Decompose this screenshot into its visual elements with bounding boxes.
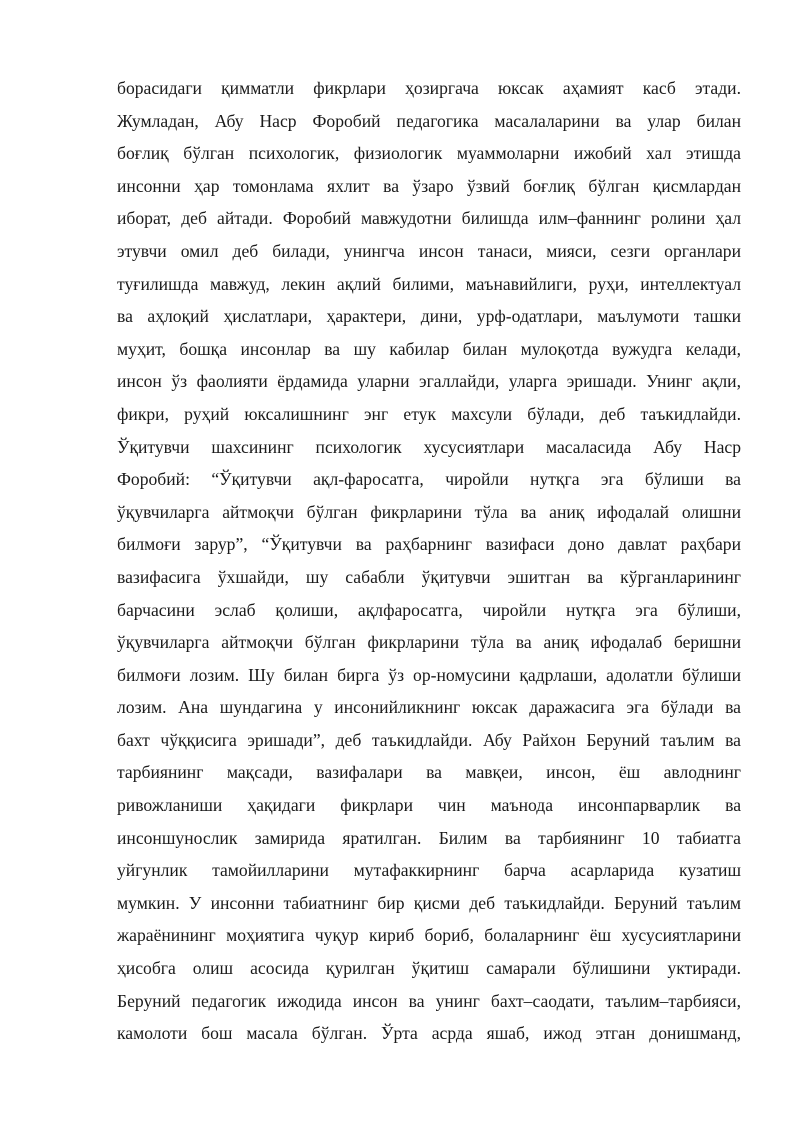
text-line: ўқувчиларга айтмоқчи бўлган фикрларини тўла ва аниқ ифодалай олишни (117, 501, 741, 522)
text-line: билмоғи лозим. Шу билан бирга ўз ор-номусини қадрлаши, адолатли бўлиши (117, 664, 741, 685)
text-line: инсон ўз фаолияти ёрдамида уларни эгаллайди, уларга эришади. Унинг ақли, (117, 371, 741, 392)
text-line: мумкин. У инсонни табиатнинг бир қисми деб таъкидлайди. Беруний таълим (117, 892, 741, 913)
text-line: ривожланиши ҳақидаги фикрлари чин маънода инсонпарварлик ва (117, 795, 741, 816)
text-line: вазифасига ўхшайди, шу сабабли ўқитувчи эшитган ва кўрганларининг (117, 566, 741, 587)
text-line: жараёнининг моҳиятига чуқур кириб бориб, болаларнинг ёш хусусиятларини (117, 925, 741, 946)
text-line: туғилишда мавжуд, лекин ақлий билими, маънавийлиги, руҳи, интеллектуал (117, 273, 741, 294)
text-line: ҳисобга олиш асосида қурилган ўқитиш самарали бўлишини уктиради. (117, 958, 741, 979)
text-line: ўқувчиларга айтмоқчи бўлган фикрларини тўла ва аниқ ифодалаб беришни (117, 632, 741, 653)
body-text (117, 72, 741, 1050)
text-line: иборат, деб айтади. Форобий мавжудотни билишда илм–фаннинг ролини ҳал (117, 208, 741, 229)
text-line: муҳит, бошқа инсонлар ва шу кабилар билан мулоқотда вужудга келади, (117, 338, 741, 359)
text-line: уйгунлик тамойилларини мутафаккирнинг барча асарларида кузатиш (117, 860, 741, 881)
text-line: Форобий: “Ўқитувчи ақл-фаросатга, чиройли нутқга эга бўлиши ва (117, 469, 741, 490)
text-line: боғлиқ бўлган психологик, физиологик муаммоларни ижобий хал этишда (117, 143, 741, 164)
text-line: Беруний педагогик ижодида инсон ва унинг бахт–саодати, таълим–тарбияси, (117, 990, 741, 1011)
text-line: камолоти бош масала бўлган. Ўрта асрда яшаб, ижод этган донишманд, (117, 1023, 741, 1044)
text-line: лозим. Ана шундагина у инсонийликнинг юксак даражасига эга бўлади ва (117, 697, 741, 718)
text-line: ва аҳлоқий ҳислатлари, ҳарактери, дини, урф-одатлари, маълумоти ташки (117, 306, 741, 327)
text-line: фикри, руҳий юксалишнинг энг етук махсули бўлади, деб таъкидлайди. (117, 403, 741, 424)
text-line: борасидаги қимматли фикрлари ҳозиргача юксак аҳамият касб этади. (117, 78, 741, 98)
text-line: инсонни ҳар томонлама яхлит ва ўзаро ўзвий боғлиқ бўлган қисмлардан (117, 175, 741, 196)
text-line: Ўқитувчи шахсининг психологик хусусиятлари масаласида Абу Наср (117, 436, 741, 457)
text-line: тарбиянинг мақсади, вазифалари ва мавқеи, инсон, ёш авлоднинг (117, 762, 741, 783)
text-line: Жумладан, Абу Наср Форобий педагогика масалаларини ва улар билан (117, 110, 741, 131)
text-line: барчасини эслаб қолиши, ақлфаросатга, чиройли нутқга эга бўлиши, (117, 599, 741, 620)
text-line: билмоғи зарур”, “Ўқитувчи ва раҳбарнинг вазифаси доно давлат раҳбари (117, 534, 741, 555)
text-line: бахт чўққисига эришади”, деб таъкидлайди. Абу Райхон Беруний таълим ва (117, 729, 741, 750)
text-line: этувчи омил деб билади, унингча инсон танаси, мияси, сезги органлари (117, 240, 741, 261)
text-line: инсоншунослик замирида яратилган. Билим ва тарбиянинг 10 табиатга (117, 827, 741, 848)
